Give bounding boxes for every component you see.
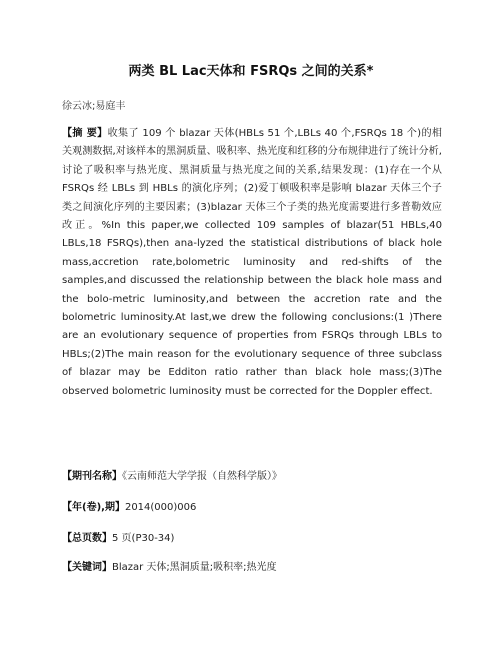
volume-value: 2014(000)006: [124, 502, 197, 513]
keywords-label: 【关键词】: [62, 562, 112, 573]
keywords-field: [62, 558, 277, 573]
abstract-text-en: %In this paper,we collected 109 samples of blazar(51 HBLs,40 LBLs,18 FSRQs),then ana-lyzed the statistical distributions of black hole mass,accretion rate,bolometric luminosity and red-shifts of the samples,and discussed the relationship between the black hole mass and the bolo-metric luminosity,and between the accretion rate and the bolometric luminosity.At last,we drew the following conclusions:(1 )There are an evolutionary sequence of properties from FSRQs through LBLs to HBLs;(2)The main reason for the evolutionary sequence of three subclass of blazar may be Edditon ratio rather than black hole mass;(3)The observed bolometric luminosity must be corrected for the Doppler effect.: [62, 220, 443, 397]
abstract-label: 【摘 要】: [62, 128, 108, 139]
pages-label: 【总页数】: [62, 533, 112, 544]
journal-label: 【期刊名称】: [62, 471, 122, 482]
journal-field: [62, 467, 282, 482]
volume-label: 【年(卷),期】: [62, 502, 125, 513]
abstract: [62, 125, 442, 401]
volume-field: [62, 498, 196, 513]
paper-title: 两类 BL Lac天体和 FSRQs 之间的关系*: [128, 64, 374, 79]
keywords-value: Blazar 天体;黑洞质量;吸积率;热光度: [112, 562, 277, 573]
pages-value: 5 页(P30-34): [112, 533, 175, 544]
abstract-text-cn: 收集了 109 个 blazar 天体(HBLs 51 个,LBLs 40 个,FSRQs 18 个)的相关观测数据,对该样本的黑洞质量、吸积率、热光度和红移的分布规律进行了统计分析,讨论了吸积率与热光度、黑洞质量与热光度之间的关系,结果发现：(1)存在一个从 FSRQs 经 LBLs 到 HBLs 的演化序列；(2)爱丁顿吸积率是影响 blazar 天体三个子类之间演化序列的主要因素；(3)blazar 天体三个子类的热光度需要进行多普勒效应改正。: [62, 128, 442, 232]
pages-field: [62, 529, 174, 544]
journal-value: 《云南师范大学学报（自然科学版）》: [122, 471, 282, 482]
authors: 徐云冰;易庭丰: [62, 101, 126, 112]
